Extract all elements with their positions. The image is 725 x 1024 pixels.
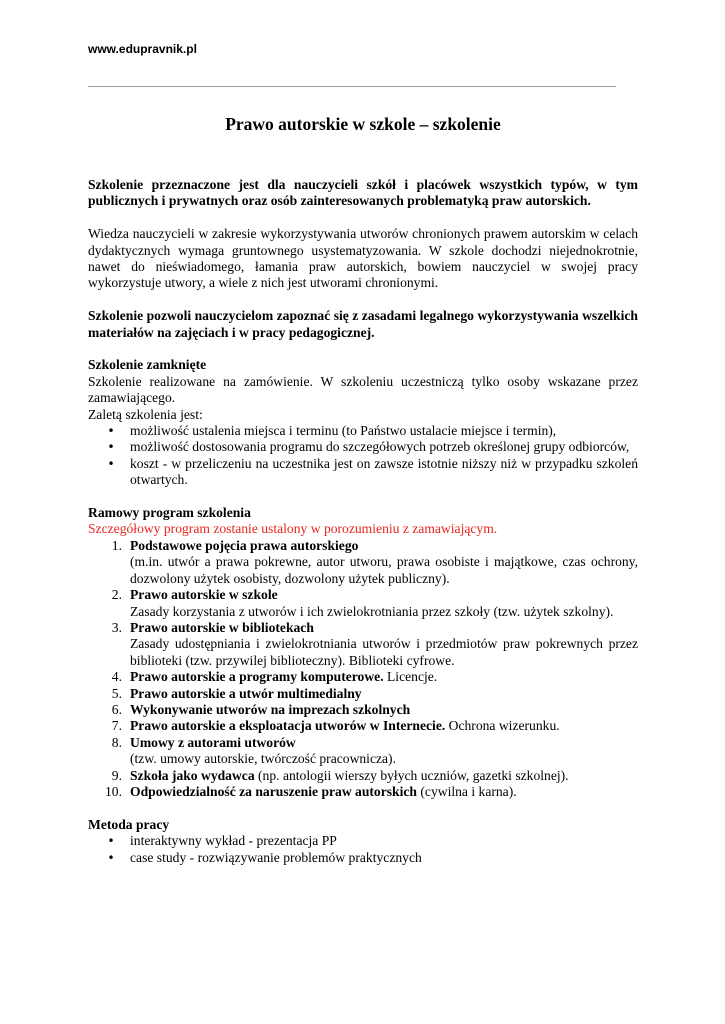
item-number: 7.	[111, 718, 122, 734]
list-item	[88, 850, 638, 866]
program-item	[88, 669, 638, 685]
program-item	[88, 718, 638, 734]
bullet-icon: •	[107, 440, 115, 455]
program-item	[88, 538, 638, 587]
list-item-text: możliwość ustalenia miejsca i terminu (to Państwo ustalacie miejsce i termin),	[130, 423, 557, 439]
spacer	[88, 292, 638, 308]
intro-bold-paragraph: Szkolenie przeznaczone jest dla nauczycieli szkół i placówek wszystkich typów, w tym publicznych i prywatnych oraz osób zainteresowanych problematyką praw autorskich.	[88, 177, 638, 209]
program-item	[88, 735, 638, 768]
item-description: Zasady korzystania z utworów i ich zwielokrotniania przez szkoły (tzw. użytek szkolny).	[130, 603, 614, 619]
bullet-icon: •	[107, 424, 115, 439]
item-title: Wykonywanie utworów na imprezach szkolnych	[130, 701, 411, 717]
program-note: Szczegółowy program zostanie ustalony w porozumieniu z zamawiającym.	[88, 521, 498, 537]
method-heading: Metoda pracy	[88, 816, 170, 832]
closed-training-section	[88, 357, 638, 488]
program-item	[88, 784, 638, 800]
list-item	[88, 439, 638, 455]
list-item	[88, 833, 638, 849]
method-section	[88, 817, 638, 866]
closed-training-text: Szkolenie realizowane na zamówienie. W szkoleniu uczestniczą tylko osoby wskazane przez zamawiającego.	[88, 373, 638, 406]
item-number: 1.	[111, 537, 122, 553]
method-list	[88, 833, 638, 866]
list-item-text: koszt - w przeliczeniu na uczestnika jest on zawsze istotnie niższy niż w przypadku szkoleń otwartych.	[130, 455, 638, 488]
item-title: Prawo autorskie a programy komputerowe.	[130, 669, 384, 685]
header-url: www.edupravnik.pl	[88, 42, 197, 56]
item-number: 6.	[111, 701, 122, 717]
spacer	[88, 800, 638, 816]
program-item	[88, 686, 638, 702]
item-number: 4.	[111, 669, 122, 685]
item-title: Umowy z autorami utworów	[130, 734, 296, 750]
list-item	[88, 423, 638, 439]
item-after: Ochrona wizerunku.	[445, 718, 560, 734]
intro-paragraph: Wiedza nauczycieli w zakresie wykorzystywania utworów chronionych prawem autorskim w celach dydaktycznych wymaga gruntownego usystematyzowania. W szkole dochodzi niejednokrotnie, nawet do nieświadomego, łamania praw autorskich, bowiem nauczyciel w swojej pracy wykorzystuje utwory, a wiele z nich jest utworami chronionymi.	[88, 226, 638, 291]
item-title: Szkoła jako wydawca	[130, 767, 255, 783]
document-body	[88, 113, 638, 866]
list-item-text: możliwość dostosowania programu do szczegółowych potrzeb określonej grupy odbiorców,	[130, 439, 630, 455]
item-description: (tzw. umowy autorskie, twórczość pracownicza).	[130, 751, 396, 767]
item-title: Prawo autorskie w bibliotekach	[130, 619, 314, 635]
item-after: (np. antologii wierszy byłych uczniów, gazetki szkolnej).	[254, 767, 569, 783]
program-heading: Ramowy program szkolenia	[88, 505, 251, 521]
bullet-icon: •	[107, 456, 115, 471]
item-title: Odpowiedzialność za naruszenie praw autorskich	[130, 783, 417, 799]
spacer	[88, 341, 638, 357]
document-title: Prawo autorskie w szkole – szkolenie	[225, 114, 501, 134]
advantages-list	[88, 423, 638, 489]
header-divider	[88, 86, 616, 87]
program-item	[88, 768, 638, 784]
item-title: Prawo autorskie a utwór multimedialny	[130, 685, 362, 701]
program-section	[88, 505, 638, 800]
bullet-icon: •	[107, 834, 115, 849]
program-item	[88, 620, 638, 669]
item-number: 3.	[111, 619, 122, 635]
item-title: Podstawowe pojęcia prawa autorskiego	[130, 537, 359, 553]
closed-training-heading: Szkolenie zamknięte	[88, 357, 207, 373]
program-item	[88, 702, 638, 718]
list-item-text: interaktywny wykład - prezentacja PP	[130, 833, 337, 849]
item-number: 5.	[111, 685, 122, 701]
spacer	[88, 489, 638, 505]
item-number: 10.	[105, 783, 122, 799]
item-description: Zasady udostępniania i zwielokrotniania utworów i przedmiotów praw pokrewnych przez biblioteki (tzw. przywilej biblioteczny). Biblioteki cyfrowe.	[130, 636, 638, 668]
item-title: Prawo autorskie a eksploatacja utworów w Internecie.	[130, 718, 446, 734]
list-item-text: case study - rozwiązywanie problemów praktycznych	[130, 849, 422, 865]
list-item	[88, 456, 638, 489]
item-number: 8.	[111, 734, 122, 750]
goal-paragraph: Szkolenie pozwoli nauczycielom zapoznać się z zasadami legalnego wykorzystywania wszelkich materiałów na zajęciach i w pracy pedagogicznej.	[88, 308, 638, 340]
item-number: 2.	[111, 587, 122, 603]
spacer	[88, 210, 638, 226]
item-description: (m.in. utwór a prawa pokrewne, autor utworu, prawa osobiste i majątkowe, czas ochrony, dozwolony użytek osobisty, dozwolony użytek publiczny).	[130, 554, 638, 586]
program-list	[88, 538, 638, 801]
advantages-label: Zaletą szkolenia jest:	[88, 406, 203, 422]
item-after: Licencje.	[383, 669, 438, 685]
program-item	[88, 587, 638, 620]
item-number: 9.	[111, 767, 122, 783]
bullet-icon: •	[107, 850, 115, 865]
item-title: Prawo autorskie w szkole	[130, 587, 278, 603]
item-after: (cywilna i karna).	[417, 783, 517, 799]
